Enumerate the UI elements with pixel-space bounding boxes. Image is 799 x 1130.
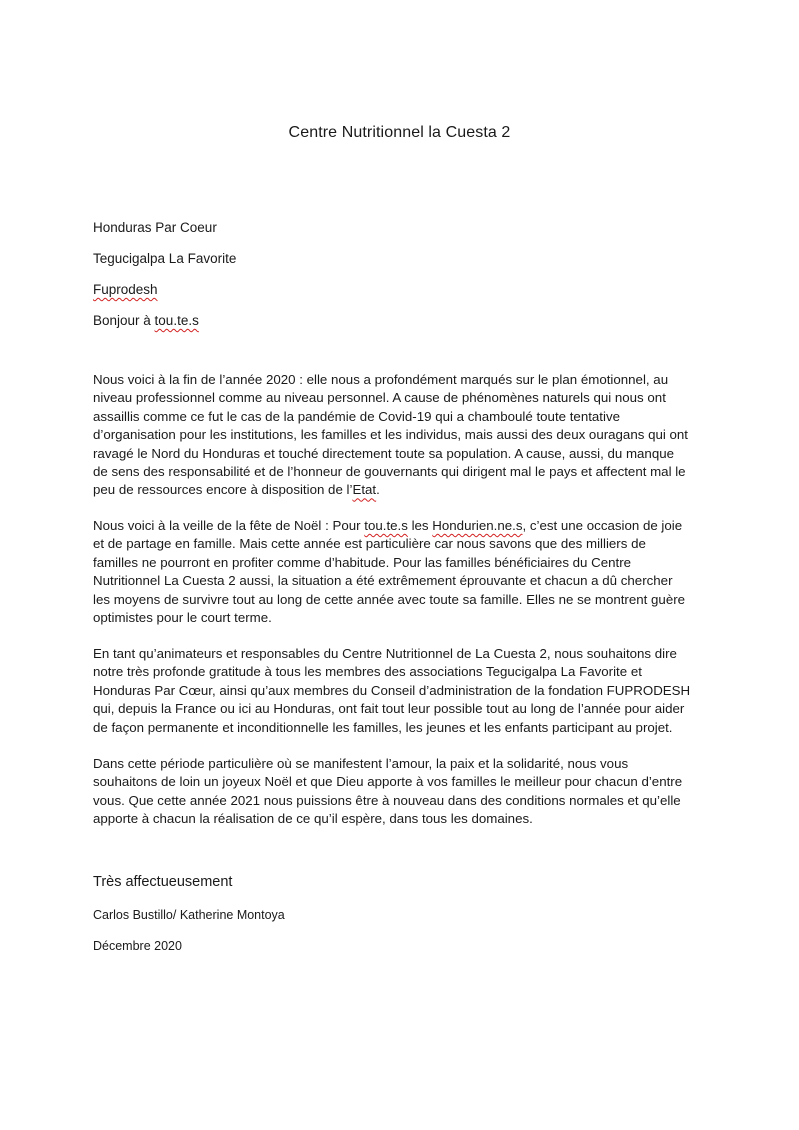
paragraph-line: apporte à chacun la réalisation de ce qu’il espère, dans tous les domaines. [93,811,533,827]
text-run: Nous voici à la veille de la fête de Noël : Pour [93,518,365,533]
spellcheck-word: Etat [352,482,377,498]
text-run: les [407,518,433,533]
paragraph-line: et de partage en famille. Mais cette année est particulière car nous savons que des milliers de [93,536,646,552]
paragraph-line: les moyens de survivre tout au long de cette année avec toute sa famille. Elles ne se montrent guère [93,591,686,607]
text-run: , c’est une occasion de joie [522,518,683,533]
paragraph-3 [93,645,718,737]
paragraph-line: vous. Que cette année 2021 nous puissions être à nouveau dans des conditions normales et qu’elle [93,792,681,808]
spellcheck-word: Hondurien.ne.s [432,518,523,533]
recipient-line-2: Tegucigalpa La Favorite [93,251,237,266]
paragraph-line: qui, depuis la France ou ici au Honduras, ont fait tout leur possible tout au long de l’année pour aider [93,701,685,717]
paragraph-line [93,481,718,499]
text-run: peu de ressources encore à disposition de l’ [93,482,353,498]
signature: Carlos Bustillo/ Katherine Montoya [93,908,285,922]
paragraph-line: Honduras Par Cœur, ainsi qu’aux membres du Conseil d’administration de la fondation FUPRODESH [93,682,691,698]
recipient-line-3 [93,282,158,297]
recipient-line-1: Honduras Par Coeur [93,220,217,235]
paragraph-line: optimistes pour le court terme. [93,610,272,626]
spellcheck-word: tou.te.s [154,313,199,328]
paragraph-line: de sens des responsabilité et de l’honneur de gouvernants qui dirigent mal le pays et affectent mal le [93,464,686,480]
document-date: Décembre 2020 [93,939,182,953]
spellcheck-word: Fuprodesh [93,282,158,297]
paragraph-line: Nous voici à la fin de l’année 2020 : elle nous a profondément marqués sur le plan émotionnel, au [93,372,669,387]
text-run: . [376,482,380,498]
paragraph-line: de façon permanente et inconditionnelle les familles, les jeunes et les enfants participant au projet. [93,719,673,735]
closing-line: Très affectueusement [93,874,233,890]
paragraph-line: Nutritionnel La Cuesta 2 aussi, la situation a été extrêmement éprouvante et chacun a dû chercher [93,573,673,589]
paragraph-line: ravagé le Nord du Honduras et touché directement toute sa population. A cause, aussi, du manque [93,445,675,461]
greeting [93,313,199,328]
paragraph-line [93,517,718,535]
paragraph-2 [93,517,718,627]
paragraph-1 [93,371,718,500]
paragraph-line: souhaitons de loin un joyeux Noël et que Dieu apporte à vos familles le meilleur pour chacun d’entre [93,774,683,790]
greeting-prefix: Bonjour à [93,313,155,328]
paragraph-line: notre très profonde gratitude à tous les membres des associations Tegucigalpa La Favorite et [93,664,642,680]
spellcheck-word: tou.te.s [364,518,408,533]
paragraph-line: Dans cette période particulière où se manifestent l’amour, la paix et la solidarité, nous vous [93,756,629,771]
paragraph-line: familles ne pourront en profiter comme d’habitude. Pour las familles bénéficiaires du Centre [93,554,632,570]
paragraph-line: En tant qu’animateurs et responsables du Centre Nutritionnel de La Cuesta 2, nous souhaitons dire [93,646,677,661]
paragraph-line: niveau professionnel comme au niveau personnel. A cause de phénomènes naturels qui nous ont [93,390,666,406]
document-title: Centre Nutritionnel la Cuesta 2 [288,124,511,141]
paragraph-line: d’organisation pour les institutions, les familles et les individus, mais aussi des deux ouragans qui ont [93,427,688,443]
paragraph-4 [93,755,718,829]
paragraph-line: assaillis comme ce fut le cas de la pandémie de Covid-19 qui a chamboulé toute tentative [93,408,620,424]
